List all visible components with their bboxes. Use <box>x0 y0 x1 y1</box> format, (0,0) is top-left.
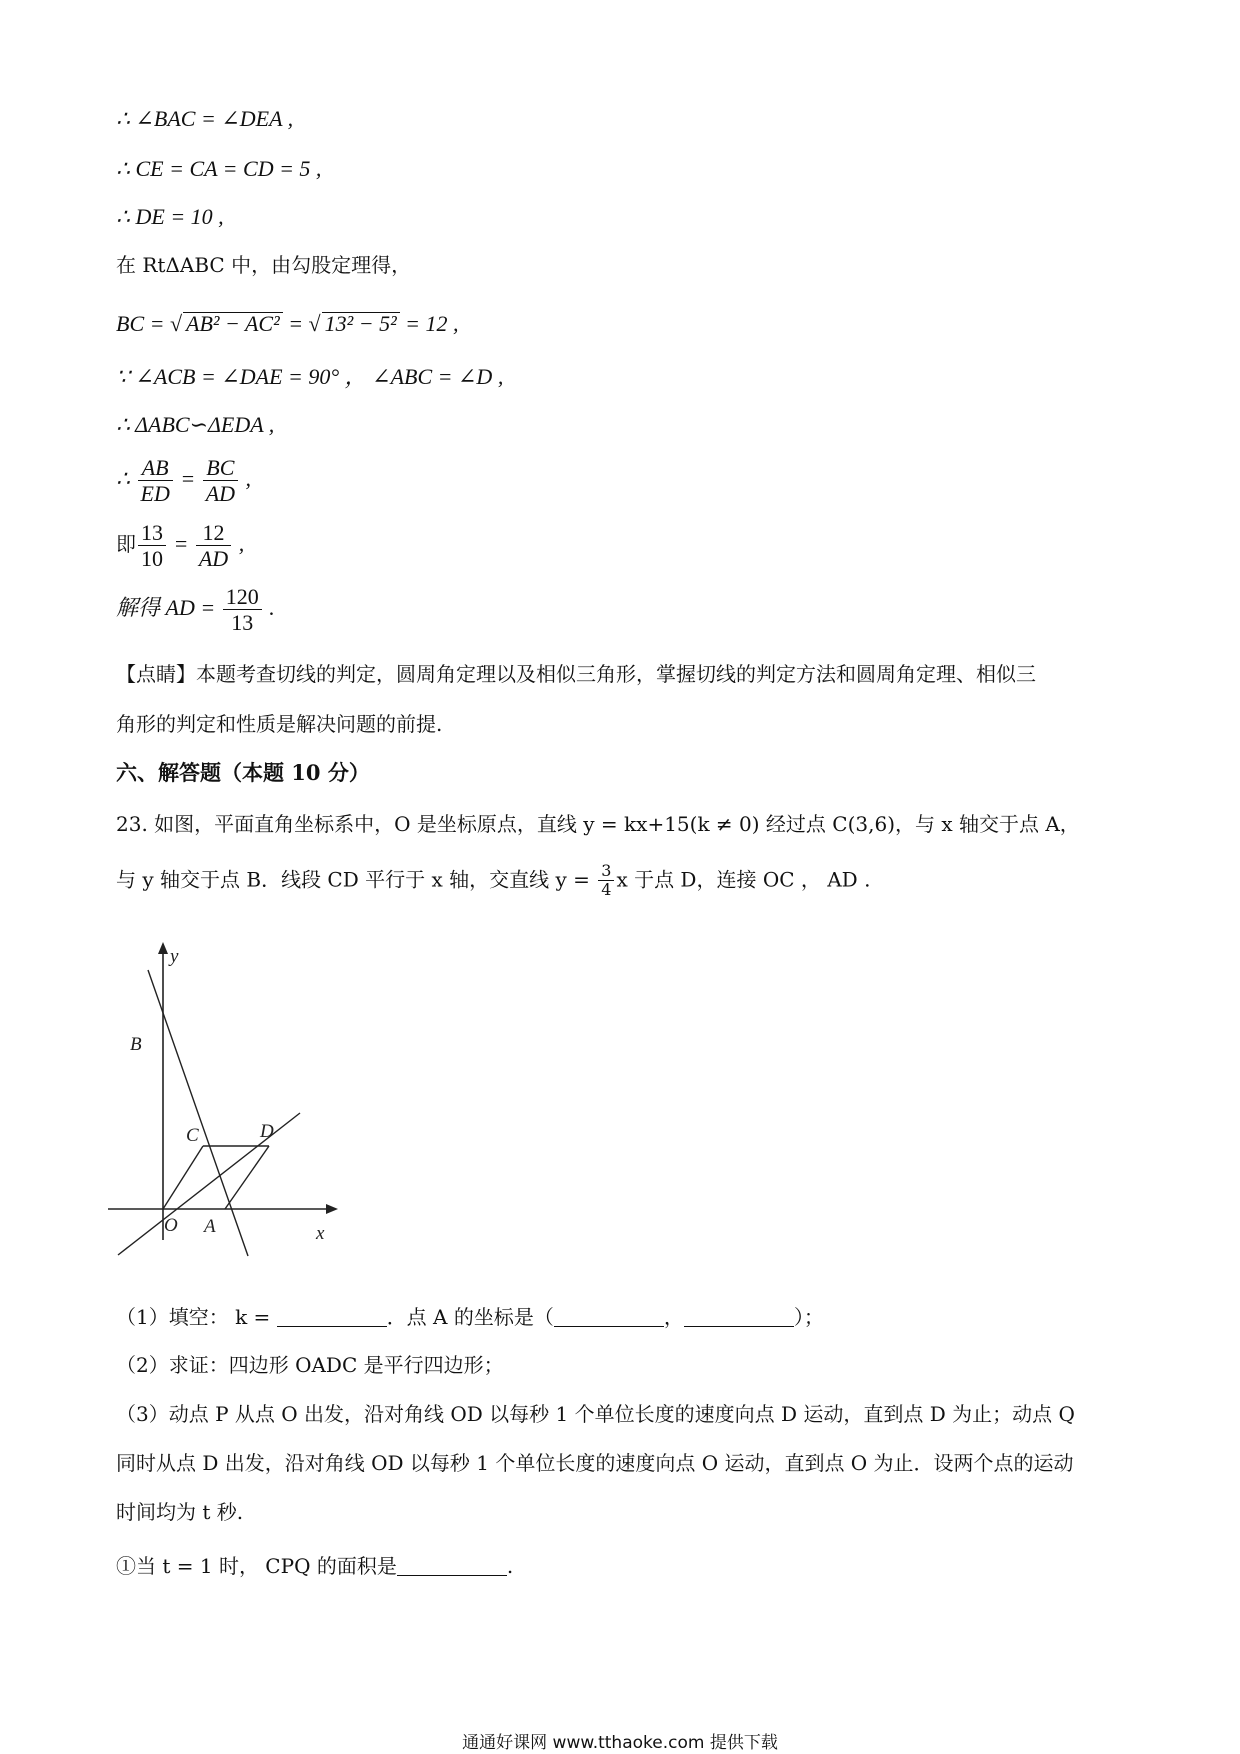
part-1-text-a: （1）填空： k = <box>116 1305 277 1329</box>
segment-oc <box>163 1146 203 1209</box>
solution-line-5: BC = √ AB² − AC² = √ 13² − 5² = 12 , <box>116 311 459 336</box>
fraction-12-ad <box>196 520 231 572</box>
answer-blank-area[interactable] <box>397 1555 507 1576</box>
label-c: C <box>186 1125 199 1146</box>
part-3-line-1: （3）动点 P 从点 O 出发，沿对角线 OD 以每秒 1 个单位长度的速度向点 D 运动，直到点 D 为止；动点 Q <box>116 1402 1075 1426</box>
x-axis-arrow <box>326 1204 338 1214</box>
label-d: D <box>260 1121 274 1142</box>
solution-line-8 <box>116 455 251 507</box>
part-1-line <box>116 1306 824 1327</box>
part-1-text-d: ）； <box>793 1305 824 1329</box>
solution-line-4: 在 RtΔABC 中，由勾股定理得， <box>116 253 412 277</box>
ratio-post: , <box>233 530 245 556</box>
label-a: A <box>204 1216 216 1237</box>
fraction-den: AD <box>205 481 236 507</box>
question-23-line-2 <box>116 862 870 900</box>
fraction-ab-ed <box>138 455 173 507</box>
fraction-num: 13 <box>138 520 166 546</box>
page-footer: 通通好课网 www.tthaoke.com 提供下载 <box>462 1733 778 1753</box>
radicand-1: AB² − AC² <box>183 312 283 335</box>
solution-line-9 <box>116 520 244 572</box>
fraction-num: 3 <box>598 862 614 881</box>
label-o: O <box>164 1215 178 1236</box>
sub-1-text: ①当 t = 1 时， CPQ 的面积是 <box>116 1554 397 1578</box>
solution-line-3: ∴ DE = 10 , <box>116 204 224 229</box>
fraction-den: AD <box>198 546 229 572</box>
q23-text-a: 与 y 轴交于点 B．线段 CD 平行于 x 轴，交直线 y = <box>116 867 597 892</box>
fraction-3-4 <box>598 862 614 900</box>
sub-1-period: . <box>506 1554 514 1578</box>
solution-line-2: ∴ CE = CA = CD = 5 , <box>116 156 322 181</box>
fraction-120-13 <box>223 584 262 636</box>
fraction-den: 4 <box>601 880 612 900</box>
solution-line-1: ∴ ∠BAC = ∠DEA , <box>116 106 294 131</box>
comment-line-2: 角形的判定和性质是解决问题的前提. <box>116 712 443 736</box>
bc-result: = 12 , <box>399 311 459 336</box>
ratio-post: , <box>240 465 252 491</box>
part-1-text-b: ．点 A 的坐标是（ <box>386 1305 554 1329</box>
fraction-den: ED <box>140 481 170 507</box>
q23-text-b: x 于点 D，连接 OC ， AD . <box>616 867 871 892</box>
ratio-prefix: ∴ <box>116 465 136 491</box>
fraction-num: 12 <box>196 520 231 546</box>
label-b: B <box>130 1034 142 1055</box>
solution-line-10 <box>116 584 275 636</box>
solve-post: . <box>263 594 275 620</box>
part-3-line-3: 时间均为 t 秒. <box>116 1500 244 1524</box>
solution-line-6: ∵ ∠ACB = ∠DAE = 90° ， ∠ABC = ∠D , <box>116 364 504 389</box>
comment-line-1: 【点睛】本题考查切线的判定，圆周角定理以及相似三角形，掌握切线的判定方法和圆周角定理、相似三 <box>116 662 1036 686</box>
coordinate-figure <box>108 940 348 1260</box>
solution-line-7: ∴ ΔABC∽ΔEDA , <box>116 412 275 437</box>
part-3-subquestion-1 <box>116 1555 513 1576</box>
fraction-num: AB <box>138 455 173 481</box>
fraction-num: BC <box>203 455 238 481</box>
part-2-line: （2）求证：四边形 OADC 是平行四边形； <box>116 1353 504 1377</box>
part-3-line-2: 同时从点 D 出发，沿对角线 OD 以每秒 1 个单位长度的速度向点 O 运动，直到点 O 为止．设两个点的运动 <box>116 1451 1074 1475</box>
bc-lhs: BC = <box>116 311 170 336</box>
fraction-den: 10 <box>141 546 163 572</box>
section-heading: 六、解答题（本题 10 分） <box>116 760 370 785</box>
segment-ad <box>225 1146 269 1209</box>
ratio-eq: = <box>168 530 194 556</box>
y-axis-arrow <box>158 942 168 954</box>
label-x: x <box>316 1223 325 1244</box>
ratio-eq: = <box>174 465 201 491</box>
part-1-text-c: ， <box>663 1305 684 1329</box>
radicand-2: 13² − 5² <box>322 312 400 335</box>
answer-blank-ax[interactable] <box>554 1306 664 1327</box>
fraction-num: 120 <box>223 584 262 610</box>
answer-blank-k[interactable] <box>277 1306 387 1327</box>
label-y: y <box>170 946 179 967</box>
solve-prefix: 解得 AD = <box>116 594 221 620</box>
fraction-bc-ad <box>203 455 238 507</box>
fraction-den: 13 <box>231 610 254 636</box>
bc-eq: = <box>282 311 309 336</box>
ji-prefix: 即 <box>116 531 136 556</box>
fraction-13-10 <box>138 520 166 572</box>
answer-blank-ay[interactable] <box>684 1306 794 1327</box>
question-23-line-1: 23. 如图，平面直角坐标系中，O 是坐标原点，直线 y = kx+15(k ≠ 0) 经过点 C(3,6)，与 x 轴交于点 A， <box>116 812 1080 836</box>
